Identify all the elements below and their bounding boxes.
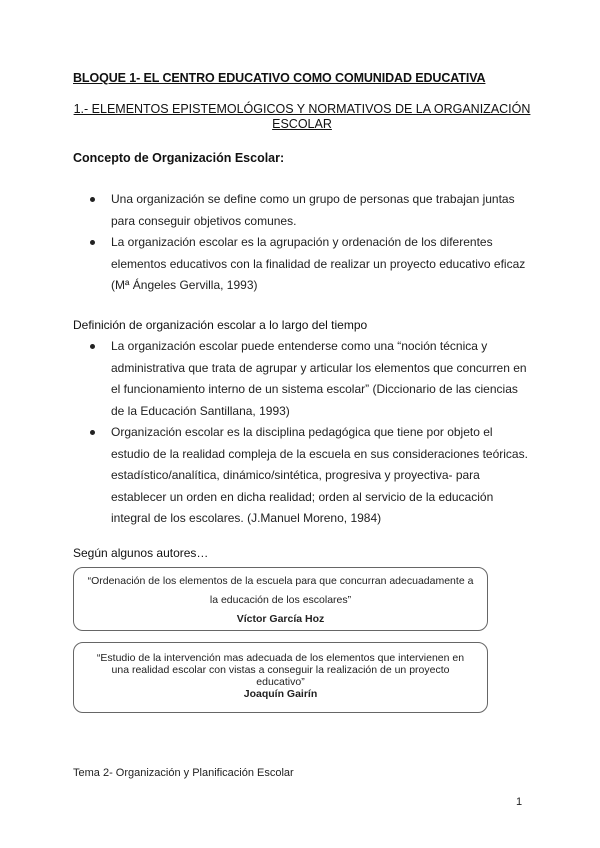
section-title: 1.- ELEMENTOS EPISTEMOLÓGICOS Y NORMATIVOS DE LA ORGANIZACIÓN ESCOLAR	[73, 102, 531, 131]
authors-intro: Según algunos autores…	[73, 546, 209, 560]
quote-author: Víctor García Hoz	[236, 613, 325, 625]
quote-box-gairin	[73, 642, 488, 713]
quote-box-garcia-hoz	[73, 567, 488, 631]
definition-bullet-list	[73, 336, 533, 530]
concept-bullet-list	[73, 189, 533, 297]
list-item: Una organización se define como un grupo de personas que trabajan juntas para conseguir objetivos comunes.	[73, 189, 533, 232]
definition-heading: Definición de organización escolar a lo largo del tiempo	[73, 318, 368, 332]
quote-text: “Ordenación de los elementos de la escuela para que concurran adecuadamente a la educación de los escolares”	[87, 575, 474, 606]
block-title: BLOQUE 1- EL CENTRO EDUCATIVO COMO COMUNIDAD EDUCATIVA	[73, 71, 486, 85]
quote-author: Joaquín Gairín	[243, 688, 318, 700]
quote-text: “Estudio de la intervención mas adecuada de los elementos que intervienen en una realidad escolar con vistas a conseguir la realización de un proyecto educativo”	[96, 652, 465, 688]
page-number: 1	[516, 796, 523, 808]
concept-subtitle: Concepto de Organización Escolar:	[73, 151, 285, 165]
list-item: La organización escolar puede entenderse como una “noción técnica y administrativa que trata de agrupar y articular los elementos que concurren en el funcionamiento interno de un sistema escolar” (Diccionario de las ciencias de la Educación Santillana, 1993)	[73, 336, 533, 422]
page-footer: Tema 2- Organización y Planificación Escolar	[73, 767, 294, 779]
list-item: Organización escolar es la disciplina pedagógica que tiene por objeto el estudio de la realidad compleja de la escuela en sus consideraciones teóricas. estadístico/analítica, dinámico/sintética, progresiva y proyectiva- para establecer un orden en dicha realidad; orden al servicio de la educación integral de los escolares. (J.Manuel Moreno, 1984)	[73, 422, 533, 530]
list-item: La organización escolar es la agrupación y ordenación de los diferentes elementos educativos con la finalidad de realizar un proyecto educativo eficaz (Mª Ángeles Gervilla, 1993)	[73, 232, 533, 297]
